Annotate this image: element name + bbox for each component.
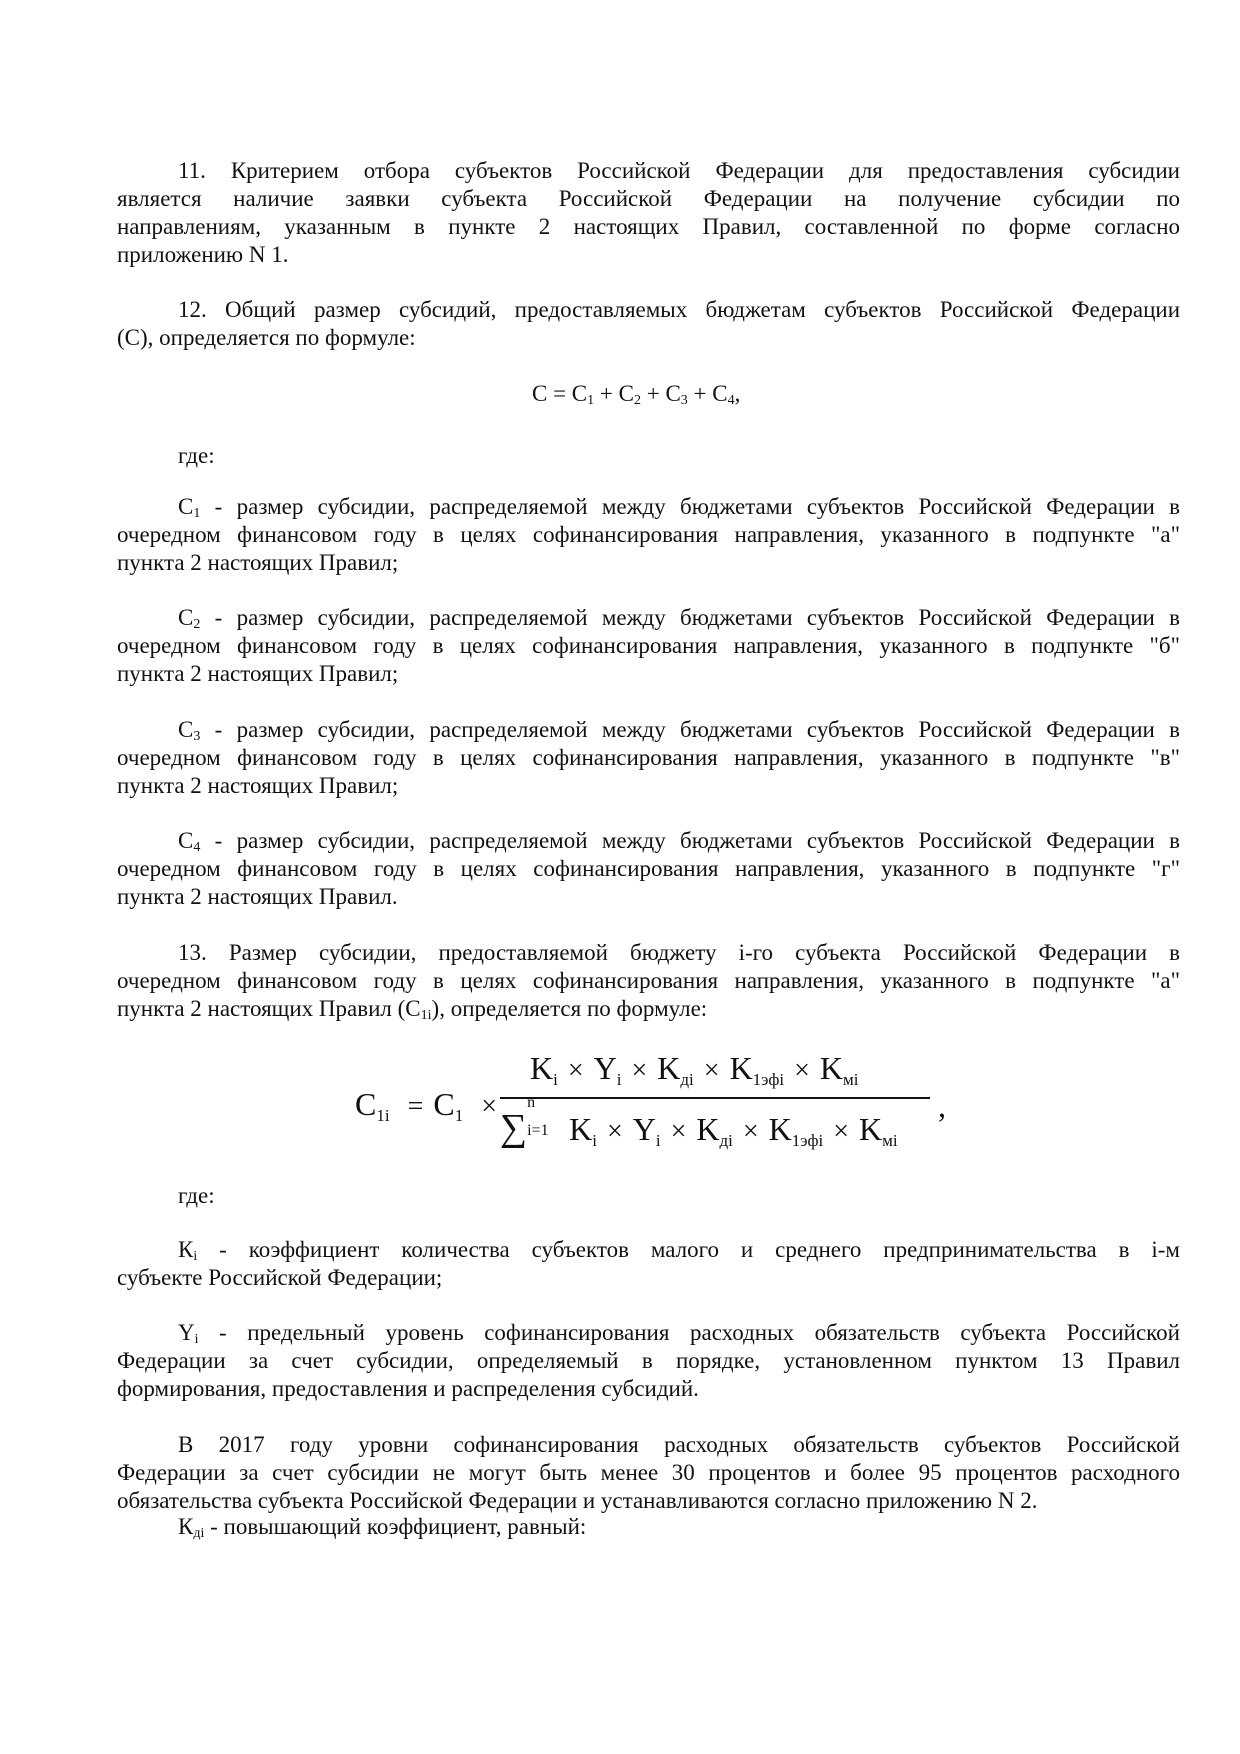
formula-symbol: Y [593, 1050, 617, 1086]
paragraph-where1 [117, 442, 1180, 470]
line-text: где: [178, 1183, 215, 1208]
line-content [178, 940, 1180, 965]
paragraph-p12 [117, 296, 1180, 352]
formula-sub: мi [882, 1131, 898, 1150]
formula-lhs [355, 1086, 507, 1123]
line-text: обязательства субъекта Российской Федерации и устанавливаются согласно приложению N 2. [117, 1488, 1038, 1513]
line-text: - размер субсидии, распределяемой между бюджетами субъектов Российской Федерации в [200, 717, 1180, 742]
paragraph-yi [117, 1319, 1180, 1403]
formula-sub: i [592, 1131, 597, 1150]
variable-subscript: 3 [193, 729, 201, 744]
text-line [117, 493, 1180, 521]
formula-symbol: K [729, 1050, 753, 1086]
formula-text: , [734, 381, 741, 406]
formula-sub: 3 [680, 393, 688, 408]
times-sign: × [606, 1116, 623, 1147]
text-line [117, 1459, 1180, 1487]
times-sign: × [481, 1091, 498, 1122]
formula-sub: 1i [376, 1106, 390, 1125]
line-text: - размер субсидии, распределяемой между бюджетами субъектов Российской Федерации в [200, 494, 1180, 519]
line-content [117, 325, 416, 350]
variable-subscript: i [193, 1249, 198, 1264]
line-text: Федерации за счет субсидии, определяемый в порядке, установленном пунктом 13 Правил [117, 1348, 1180, 1373]
formula-total-subsidy [532, 380, 740, 408]
text-line [117, 157, 1180, 185]
line-content [117, 242, 288, 267]
formula-symbol: C [433, 1086, 455, 1122]
line-content [178, 717, 1180, 742]
text-line [117, 939, 1180, 967]
line-content [117, 186, 1180, 211]
formula-sub: 1эфi [752, 1070, 785, 1089]
paragraph-c3 [117, 716, 1180, 800]
line-content [117, 968, 1180, 993]
line-content [117, 1376, 699, 1401]
line-text: пункта 2 настоящих Правил (С [117, 996, 421, 1021]
text-line [117, 1375, 1180, 1403]
line-text: где: [178, 443, 215, 468]
times-sign: × [794, 1055, 810, 1086]
formula-symbol: Y [632, 1111, 656, 1147]
times-sign: × [703, 1055, 720, 1086]
formula-symbol: C [355, 1086, 377, 1122]
text-line [117, 883, 1180, 911]
text-line [117, 549, 1180, 577]
sum-sign: ∑ [500, 1107, 528, 1149]
formula-sub: 1 [587, 393, 595, 408]
times-sign: × [567, 1055, 584, 1086]
line-content [178, 1237, 1180, 1262]
line-text: В 2017 году уровни софинансирования расходных обязательств субъектов Российской [178, 1432, 1180, 1457]
formula-symbol: K [530, 1050, 554, 1086]
formula-sub: i [553, 1070, 558, 1089]
variable-symbol: С [178, 494, 194, 519]
line-content [178, 1514, 586, 1539]
text-line [117, 855, 1180, 883]
variable-subscript: 4 [193, 840, 201, 855]
line-text: 11. Критерием отбора субъектов Российской Федерации для предоставления субсидии [178, 158, 1180, 183]
formula-text: + С [687, 381, 728, 406]
paragraph-ki [117, 1236, 1180, 1292]
text-line [117, 185, 1180, 213]
formula-comma: , [938, 1088, 946, 1124]
formula-sub: 2 [633, 393, 641, 408]
text-line [117, 995, 1180, 1023]
line-text: пункта 2 настоящих Правил; [117, 550, 399, 575]
text-line [117, 1236, 1180, 1264]
line-text: пункта 2 настоящих Правил; [117, 661, 399, 686]
variable-subscript: дi [193, 1526, 205, 1541]
line-content [178, 1432, 1180, 1457]
formula-symbol: K [768, 1111, 792, 1147]
line-content [117, 661, 398, 686]
times-sign: × [631, 1055, 648, 1086]
variable-symbol: Y [178, 1320, 195, 1345]
paragraph-where2 [117, 1182, 1180, 1210]
line-content [178, 443, 215, 468]
text-line [117, 1487, 1180, 1515]
variable-subscript: 2 [193, 617, 201, 632]
line-content [178, 297, 1180, 322]
line-content [117, 522, 1180, 547]
formula-sub: i [655, 1131, 661, 1150]
formula-sub: i [616, 1070, 622, 1089]
text-line [117, 827, 1180, 855]
line-text: 13. Размер субсидии, предоставляемой бюджету i-го субъекта Российской Федерации в [178, 940, 1180, 965]
paragraph-p11 [117, 157, 1180, 269]
line-content [117, 745, 1180, 770]
fraction-denominator [500, 1094, 898, 1150]
variable-symbol: С [178, 605, 194, 630]
line-text: - размер субсидии, распределяемой между бюджетами субъектов Российской Федерации в [200, 828, 1180, 853]
variable-subscript: 1 [193, 506, 201, 521]
text-line [117, 1513, 1180, 1541]
line-text: 12. Общий размер субсидий, предоставляемых бюджетам субъектов Российской Федерации [178, 297, 1180, 322]
sum-upper: n [527, 1094, 536, 1111]
formula-symbol: K [696, 1111, 720, 1147]
line-text: - повышающий коэффициент, равный: [204, 1514, 587, 1539]
formula-symbol: K [569, 1111, 593, 1147]
text-line [117, 967, 1180, 995]
line-text: пункта 2 настоящих Правил. [117, 884, 398, 909]
line-content [178, 828, 1180, 853]
paragraph-y2017 [117, 1431, 1180, 1515]
text-line [117, 1182, 1180, 1210]
line-content [117, 1265, 442, 1290]
text-line [117, 1319, 1180, 1347]
fraction-bar [500, 1097, 930, 1099]
line-text: очередном финансовом году в целях софинансирования направления, указанного в подпункте "а" [117, 522, 1180, 547]
variable-symbol: К [178, 1237, 194, 1262]
sum-lower: i=1 [527, 1122, 549, 1139]
formula-sub: 4 [727, 393, 735, 408]
line-content [117, 884, 398, 909]
line-text: очередном финансовом году в целях софинансирования направления, указанного в подпункте "г" [117, 856, 1180, 881]
paragraph-c4 [117, 827, 1180, 911]
line-content [178, 1320, 1180, 1345]
line-text: очередном финансовом году в целях софинансирования направления, указанного в подпункте "б" [117, 633, 1180, 658]
line-content [117, 996, 707, 1021]
variable-symbol: С [178, 717, 194, 742]
line-text: - размер субсидии, распределяемой между бюджетами субъектов Российской Федерации в [200, 605, 1180, 630]
text-line [117, 213, 1180, 241]
line-text: очередном финансовом году в целях софинансирования направления, указанного в подпункте "а" [117, 968, 1180, 993]
formula-sub: 1 [454, 1106, 464, 1125]
text-line [117, 1347, 1180, 1375]
line-text: Федерации за счет субсидии не могут быть менее 30 процентов и более 95 процентов расходного [117, 1460, 1180, 1485]
line-content [117, 550, 398, 575]
text-line [117, 1431, 1180, 1459]
times-sign: × [670, 1116, 687, 1147]
text-line [117, 442, 1180, 470]
variable-subscript: i [194, 1332, 199, 1347]
line-content [117, 1488, 1037, 1513]
line-content [117, 1348, 1180, 1373]
formula-symbol: K [657, 1050, 681, 1086]
line-text: формирования, предоставления и распределения субсидий. [117, 1376, 699, 1401]
line-text: направлениям, указанным в пункте 2 настоящих Правил, составленной по форме согласно [117, 214, 1180, 239]
formula-c1i [355, 1050, 955, 1160]
text-line [117, 296, 1180, 324]
text-line [117, 521, 1180, 549]
formula-text: + С [640, 381, 681, 406]
line-text: пункта 2 настоящих Правил; [117, 773, 399, 798]
formula-sub: дi [680, 1070, 694, 1089]
line-content [178, 494, 1180, 519]
text-line [117, 324, 1180, 352]
text-line [117, 744, 1180, 772]
paragraph-p13 [117, 939, 1180, 1023]
line-content [178, 605, 1180, 630]
formula-text: С = С [532, 381, 588, 406]
line-text: субъекте Российской Федерации; [117, 1265, 443, 1290]
variable-symbol: С [178, 828, 194, 853]
sum-limits [527, 1094, 561, 1140]
formula-symbol: K [819, 1050, 844, 1086]
equals-sign: = [407, 1091, 424, 1122]
line-text: является наличие заявки субъекта Российской Федерации на получение субсидии по [117, 186, 1180, 211]
line-text: - предельный уровень софинансирования расходных обязательств субъекта Российской [198, 1320, 1180, 1345]
formula-sub: мi [843, 1070, 859, 1089]
text-line [117, 772, 1180, 800]
paragraph-c1 [117, 493, 1180, 577]
text-line [117, 241, 1180, 269]
line-text: ), определяется по формуле: [431, 996, 708, 1021]
text-line [117, 660, 1180, 688]
line-content [117, 633, 1180, 658]
line-content [117, 773, 398, 798]
paragraph-kdi [117, 1513, 1180, 1541]
line-content [117, 214, 1180, 239]
line-text: (С), определяется по формуле: [117, 325, 416, 350]
text-line [117, 716, 1180, 744]
formula-text: + С [594, 381, 634, 406]
text-line [117, 632, 1180, 660]
formula-sub: дi [719, 1131, 733, 1150]
line-text: очередном финансовом году в целях софинансирования направления, указанного в подпункте "в" [117, 745, 1180, 770]
formula-symbol: K [859, 1111, 883, 1147]
times-sign: × [742, 1116, 759, 1147]
variable-subscript: 1i [420, 1008, 432, 1023]
times-sign: × [833, 1116, 849, 1147]
text-line [117, 604, 1180, 632]
line-content [178, 1183, 215, 1208]
paragraph-c2 [117, 604, 1180, 688]
line-text: приложению N 1. [117, 242, 289, 267]
formula-sub: 1эфi [791, 1131, 824, 1150]
text-line [117, 1264, 1180, 1292]
line-content [117, 1460, 1180, 1485]
line-text: - коэффициент количества субъектов малого и среднего предпринимательства в i-м [197, 1237, 1180, 1262]
fraction-numerator [530, 1050, 859, 1087]
line-content [178, 158, 1180, 183]
line-content [117, 856, 1180, 881]
variable-symbol: К [178, 1514, 194, 1539]
